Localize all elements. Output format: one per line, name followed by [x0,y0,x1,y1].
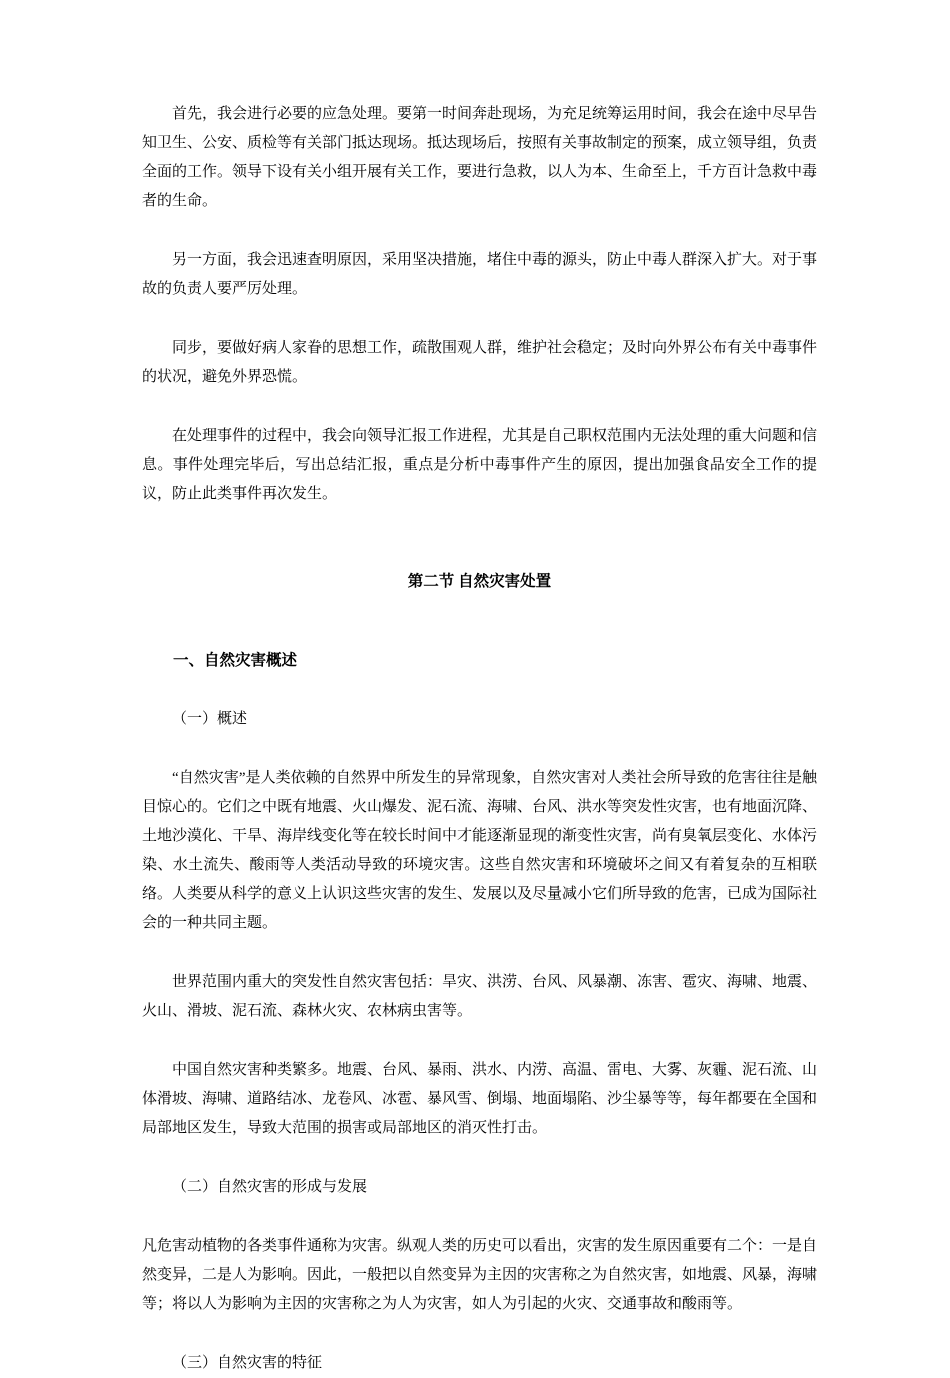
paragraph-disaster-causes: 凡危害动植物的各类事件通称为灾害。纵观人类的历史可以看出，灾害的发生原因重要有二个：一是自然变异，二是人为影响。因此，一般把以自然变异为主因的灾害称之为自然灾害，如地震、风暴，海啸等；将以人为影响为主因的灾害称之为人为灾害，如人为引起的火灾、交通事故和酸雨等。 [142,1238,818,1312]
paragraph-report-summary: 在处理事件的过程中，我会向领导汇报工作进程，尤其是自己职权范围内无法处理的重大问题和信息。事件处理完毕后，写出总结汇报，重点是分析中毒事件产生的原因，提出加强食品安全工作的提议，防止此类事件再次发生。 [142,428,818,502]
list-label-characteristics: （三）自然灾害的特征 [172,1355,323,1371]
list-label-overview: （一）概述 [172,711,248,727]
paragraph-cause-investigation: 另一方面，我会迅速查明原因，采用坚决措施，堵住中毒的源头，防止中毒人群深入扩大。对于事故的负责人要严厉处理。 [142,252,818,297]
paragraph-world-disasters: 世界范围内重大的突发性自然灾害包括：旱灾、洪涝、台风、风暴潮、冻害、雹灾、海啸、地震、火山、滑坡、泥石流、森林火灾、农林病虫害等。 [142,974,818,1019]
paragraph-social-stability: 同步，要做好病人家眷的思想工作，疏散围观人群，维护社会稳定；及时向外界公布有关中毒事件的状况，避免外界恐慌。 [142,340,818,385]
section-heading: 第二节 自然灾害处置 [407,573,552,590]
subsection-heading: 一、自然灾害概述 [173,652,298,669]
paragraph-china-disasters: 中国自然灾害种类繁多。地震、台风、暴雨、洪水、内涝、高温、雷电、大雾、灰霾、泥石流、山体滑坡、海啸、道路结冰、龙卷风、冰雹、暴风雪、倒塌、地面塌陷、沙尘暴等等，每年都要在全国和局部地区发生，导致大范围的损害或局部地区的消灭性打击。 [142,1062,818,1136]
list-label-formation: （二）自然灾害的形成与发展 [172,1179,368,1195]
paragraph-emergency-response: 首先，我会进行必要的应急处理。要第一时间奔赴现场，为充足统筹运用时间，我会在途中尽早告知卫生、公安、质检等有关部门抵达现场。抵达现场后，按照有关事故制定的预案，成立领导组，负责全面的工作。领导下设有关小组开展有关工作，要进行急救，以人为本、生命至上，千方百计急救中毒者的生命。 [142,106,818,209]
paragraph-disaster-definition: “自然灾害”是人类依赖的自然界中所发生的异常现象，自然灾害对人类社会所导致的危害往往是触目惊心的。它们之中既有地震、火山爆发、泥石流、海啸、台风、洪水等突发性灾害，也有地面沉降、土地沙漠化、干旱、海岸线变化等在较长时间中才能逐渐显现的渐变性灾害，尚有臭氧层变化、水体污染、水土流失、酸雨等人类活动导致的环境灾害。这些自然灾害和环境破坏之间又有着复杂的互相联络。人类要从科学的意义上认识这些灾害的发生、发展以及尽量减小它们所导致的危害，已成为国际社会的一种共同主题。 [142,770,818,931]
